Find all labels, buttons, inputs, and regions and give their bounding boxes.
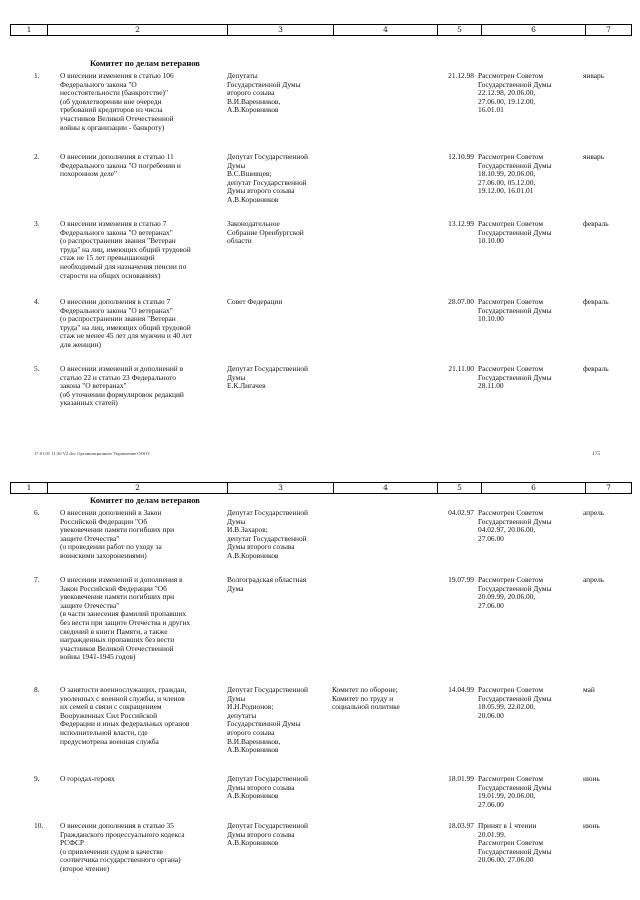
col-header: 5 (437, 483, 481, 493)
bill-author: Депутат Государственной Думы второго созыва А.В.Коровников (227, 821, 308, 848)
col-header: 7 (585, 25, 631, 35)
col-header: 4 (333, 483, 437, 493)
row-number: 4. (34, 297, 40, 306)
table-header-1 (10, 24, 632, 36)
co-committee: Комитет по обороне; Комитет по труду и социальной политике (332, 685, 400, 712)
bill-title: О внесении дополнения в статью 11 Федерального закона "О погребении и похоронном деле" (60, 152, 181, 179)
bill-title: О городах-героях (60, 774, 115, 783)
row-number: 5. (34, 364, 40, 373)
bill-status: Рассмотрен Советом Государственной Думы 22.12.98, 20.06.00, 27.06.00, 19.12.00, 16.01.01 (478, 71, 552, 115)
bill-title: О внесении изменений и дополнений в статью 22 и статью 23 Федерального закона "О ветеранах" (об уточнении формулировок редакций указанных статей) (60, 364, 184, 408)
footer-file-info: 17.01.01 11:30 V2.doc Организационное Управление ООО3 (34, 451, 150, 456)
col-header: 2 (47, 483, 227, 493)
bill-title: О внесении дополнений в Закон Российской Федерации "Об увековечении памяти погибших при защите Отечества" (о проведении работ по уходу за воинскими захоронениями) (60, 508, 175, 560)
row-number: 1. (34, 71, 40, 80)
bill-author: Депутат Государственной Думы Е.К.Лигачев (227, 364, 308, 391)
col-header: 1 (26, 25, 32, 34)
submission-date: 19.07.99 (448, 575, 474, 584)
submission-date: 18.03.97 (448, 821, 474, 830)
col-header: 5 (437, 25, 481, 35)
bill-status: Рассмотрен Советом Государственной Думы 10.10.00 (478, 219, 552, 246)
bill-status: Рассмотрен Советом Государственной Думы 19.01.99, 20.06.00, 27.06.00 (478, 774, 552, 809)
bill-title: О внесении дополнения в статью 7 Федерального закона "О ветеранах" (о распространении звания "Ветеран труда" на лиц, имеющих общий трудовой стаж не менее 45 лет для мужчин и 40 лет для женщин) (60, 297, 193, 349)
submission-date: 04.02.97 (448, 508, 474, 517)
col-header: 6 (481, 483, 585, 493)
row-number: 2. (34, 152, 40, 161)
submission-date: 18.01.99 (448, 774, 474, 783)
bill-status: Рассмотрен Советом Государственной Думы 04.02.97, 20.06.00, 27.06.00 (478, 508, 552, 543)
bill-title: О внесении изменения в статью 7 Федерального закона "О ветеранах" (о распространении звания "Ветеран труда" на лиц, имеющих общий трудовой стаж не 15 лет превышающий необходимый для назначения пенсии по старости на общих основаниях) (60, 219, 191, 280)
scheduled-month: июнь (583, 774, 600, 783)
bill-status: Рассмотрен Советом Государственной Думы 20.09.99, 20.06.00, 27.06.00 (478, 575, 552, 610)
row-number: 8. (34, 685, 40, 694)
col-header: 2 (47, 25, 227, 35)
scheduled-month: апрель (583, 508, 605, 517)
row-number: 9. (34, 774, 40, 783)
bill-status: Принят в 1 чтении 20.01.99. Рассмотрен Советом Государственной Думы 20.06.00, 27.06.00 (478, 821, 552, 865)
bill-title: О внесении изменения в статью 106 Федерального закона "О несостоятельности (банкротстве)" (об удовлетворении вне очереди требований кредиторов из числа участников Великой Отечественной войны к организации - банкроту) (60, 71, 174, 132)
bill-author: Волгоградская областная Дума (227, 575, 307, 593)
col-header: 3 (227, 25, 333, 35)
scheduled-month: январь (583, 152, 605, 161)
col-header: 3 (227, 483, 333, 493)
bill-title: О занятости военнослужащих, граждан, уволенных с военной службы, и членов их семей в связи с сокращением Вооруженных Сил Российской Федерации и иных федеральных органов исполнительной власти, где предусмотрена военная служба (60, 685, 190, 746)
submission-date: 12.10.99 (448, 152, 474, 161)
col-header: 4 (333, 25, 437, 35)
bill-status: Рассмотрен Советом Государственной Думы 18.05.99, 22.02.00, 20.06.00 (478, 685, 552, 720)
submission-date: 14.04.99 (448, 685, 474, 694)
scheduled-month: апрель (583, 575, 605, 584)
bill-author: Депутат Государственной Думы второго созыва А.В.Коровников (227, 774, 308, 801)
bill-author: Депутаты Государственной Думы второго созыва В.И.Варенников, А.В.Коровников (227, 71, 301, 115)
submission-date: 28.07.00 (448, 297, 474, 306)
submission-date: 21.11.00 (448, 364, 474, 373)
scheduled-month: июнь (583, 821, 600, 830)
scheduled-month: февраль (583, 219, 609, 228)
col-header: 6 (481, 25, 585, 35)
table-header-2 (10, 482, 632, 494)
page-number: 175 (592, 451, 601, 457)
row-number: 3. (34, 219, 40, 228)
submission-date: 13.12.99 (448, 219, 474, 228)
bill-status: Рассмотрен Советом Государственной Думы 28.11.00 (478, 364, 552, 391)
scheduled-month: февраль (583, 364, 609, 373)
col-header: 7 (585, 483, 631, 493)
bill-author: Депутат Государственной Думы В.С.Вшивцев; депутат Государственной Думы второго созыва А.В.Коровников (227, 152, 308, 204)
committee-title: Комитет по делам ветеранов (90, 495, 200, 505)
bill-author: Депутат Государственной Думы И.Н.Родионов; депутаты Государственной Думы второго созыва В.И.Варенников, А.В.Коровников (227, 685, 308, 755)
scheduled-month: май (583, 685, 595, 694)
committee-title: Комитет по делам ветеранов (90, 58, 200, 68)
scheduled-month: январь (583, 71, 605, 80)
row-number: 6. (34, 508, 40, 517)
submission-date: 21.12.98 (448, 71, 474, 80)
bill-title: О внесении изменений и дополнения в Закон Российской Федерации "Об увековечении памяти погибших при защите Отечества" (в части занесения фамилий пропавших без вести при защите Отечества и других сведений в книги Памяти, а также награжденных пропавших без вести участников Великой Отечественной войны 1941-1945 годов) (60, 575, 191, 662)
bill-author: Законодательное Собрание Оренбургской области (227, 219, 304, 246)
bill-author: Депутат Государственной Думы И.В.Захаров; депутат Государственной Думы второго созыва А.В.Коровников (227, 508, 308, 560)
bill-status: Рассмотрен Советом Государственной Думы 10.10.00 (478, 297, 552, 324)
col-header: 1 (26, 483, 32, 492)
row-number: 10. (34, 821, 44, 830)
bill-status: Рассмотрен Советом Государственной Думы 18.10.99, 20.06.00, 27.06.00, 05.12.00, 19.12.00, 16.01.01 (478, 152, 552, 196)
bill-title: О внесении дополнения в статью 35 Гражданского процессуального кодекса РСФСР (о привлечении судом в качестве соответчика государственного органа) (второе чтение) (60, 821, 185, 873)
row-number: 7. (34, 575, 40, 584)
scheduled-month: февраль (583, 297, 609, 306)
bill-author: Совет Федерации (227, 297, 283, 306)
